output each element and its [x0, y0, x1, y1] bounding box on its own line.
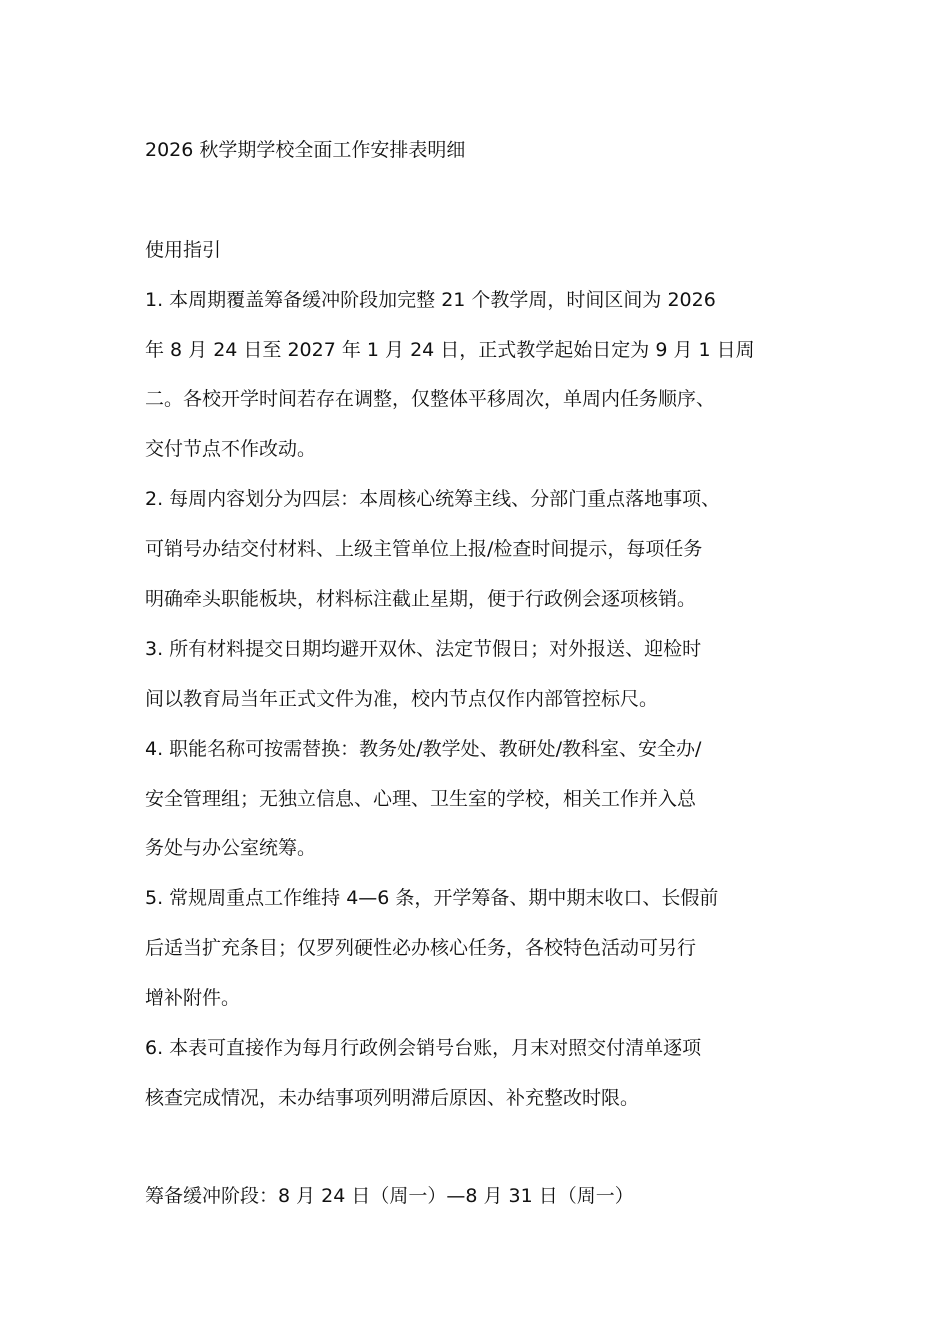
- guide-line: 间以教育局当年正式文件为准，校内节点仅作内部管控标尺。: [145, 688, 659, 710]
- guide-line: 安全管理组；无独立信息、心理、卫生室的学校，相关工作并入总: [145, 788, 697, 810]
- guide-line: 2. 每周内容划分为四层：本周核心统筹主线、分部门重点落地事项、: [145, 488, 721, 510]
- guide-line: 增补附件。: [145, 987, 241, 1009]
- phase-heading: 筹备缓冲阶段：8 月 24 日（周一）—8 月 31 日（周一）: [145, 1185, 634, 1207]
- guide-line: 务处与办公室统筹。: [145, 837, 317, 859]
- guide-line: 明确牵头职能板块，材料标注截止星期，便于行政例会逐项核销。: [145, 588, 697, 610]
- guide-line: 4. 职能名称可按需替换：教务处/教学处、教研处/教科室、安全办/: [145, 738, 702, 760]
- guide-line: 年 8 月 24 日至 2027 年 1 月 24 日，正式教学起始日定为 9 月 1 日周: [145, 339, 755, 361]
- guide-line: 核查完成情况，未办结事项列明滞后原因、补充整改时限。: [145, 1087, 640, 1109]
- guide-line: 可销号办结交付材料、上级主管单位上报/检查时间提示，每项任务: [145, 538, 703, 560]
- guide-line: 1. 本周期覆盖筹备缓冲阶段加完整 21 个教学周，时间区间为 2026: [145, 289, 716, 311]
- guide-line: 6. 本表可直接作为每月行政例会销号台账，月末对照交付清单逐项: [145, 1037, 702, 1059]
- guide-line: 3. 所有材料提交日期均避开双休、法定节假日；对外报送、迎检时: [145, 638, 702, 660]
- guide-line: 二。各校开学时间若存在调整，仅整体平移周次，单周内任务顺序、: [145, 388, 716, 410]
- guide-heading: 使用指引: [145, 239, 222, 261]
- document-title: 2026 秋学期学校全面工作安排表明细: [145, 139, 466, 161]
- guide-line: 交付节点不作改动。: [145, 438, 317, 460]
- guide-line: 后适当扩充条目；仅罗列硬性必办核心任务，各校特色活动可另行: [145, 937, 697, 959]
- guide-line: 5. 常规周重点工作维持 4—6 条，开学筹备、期中期末收口、长假前: [145, 887, 719, 909]
